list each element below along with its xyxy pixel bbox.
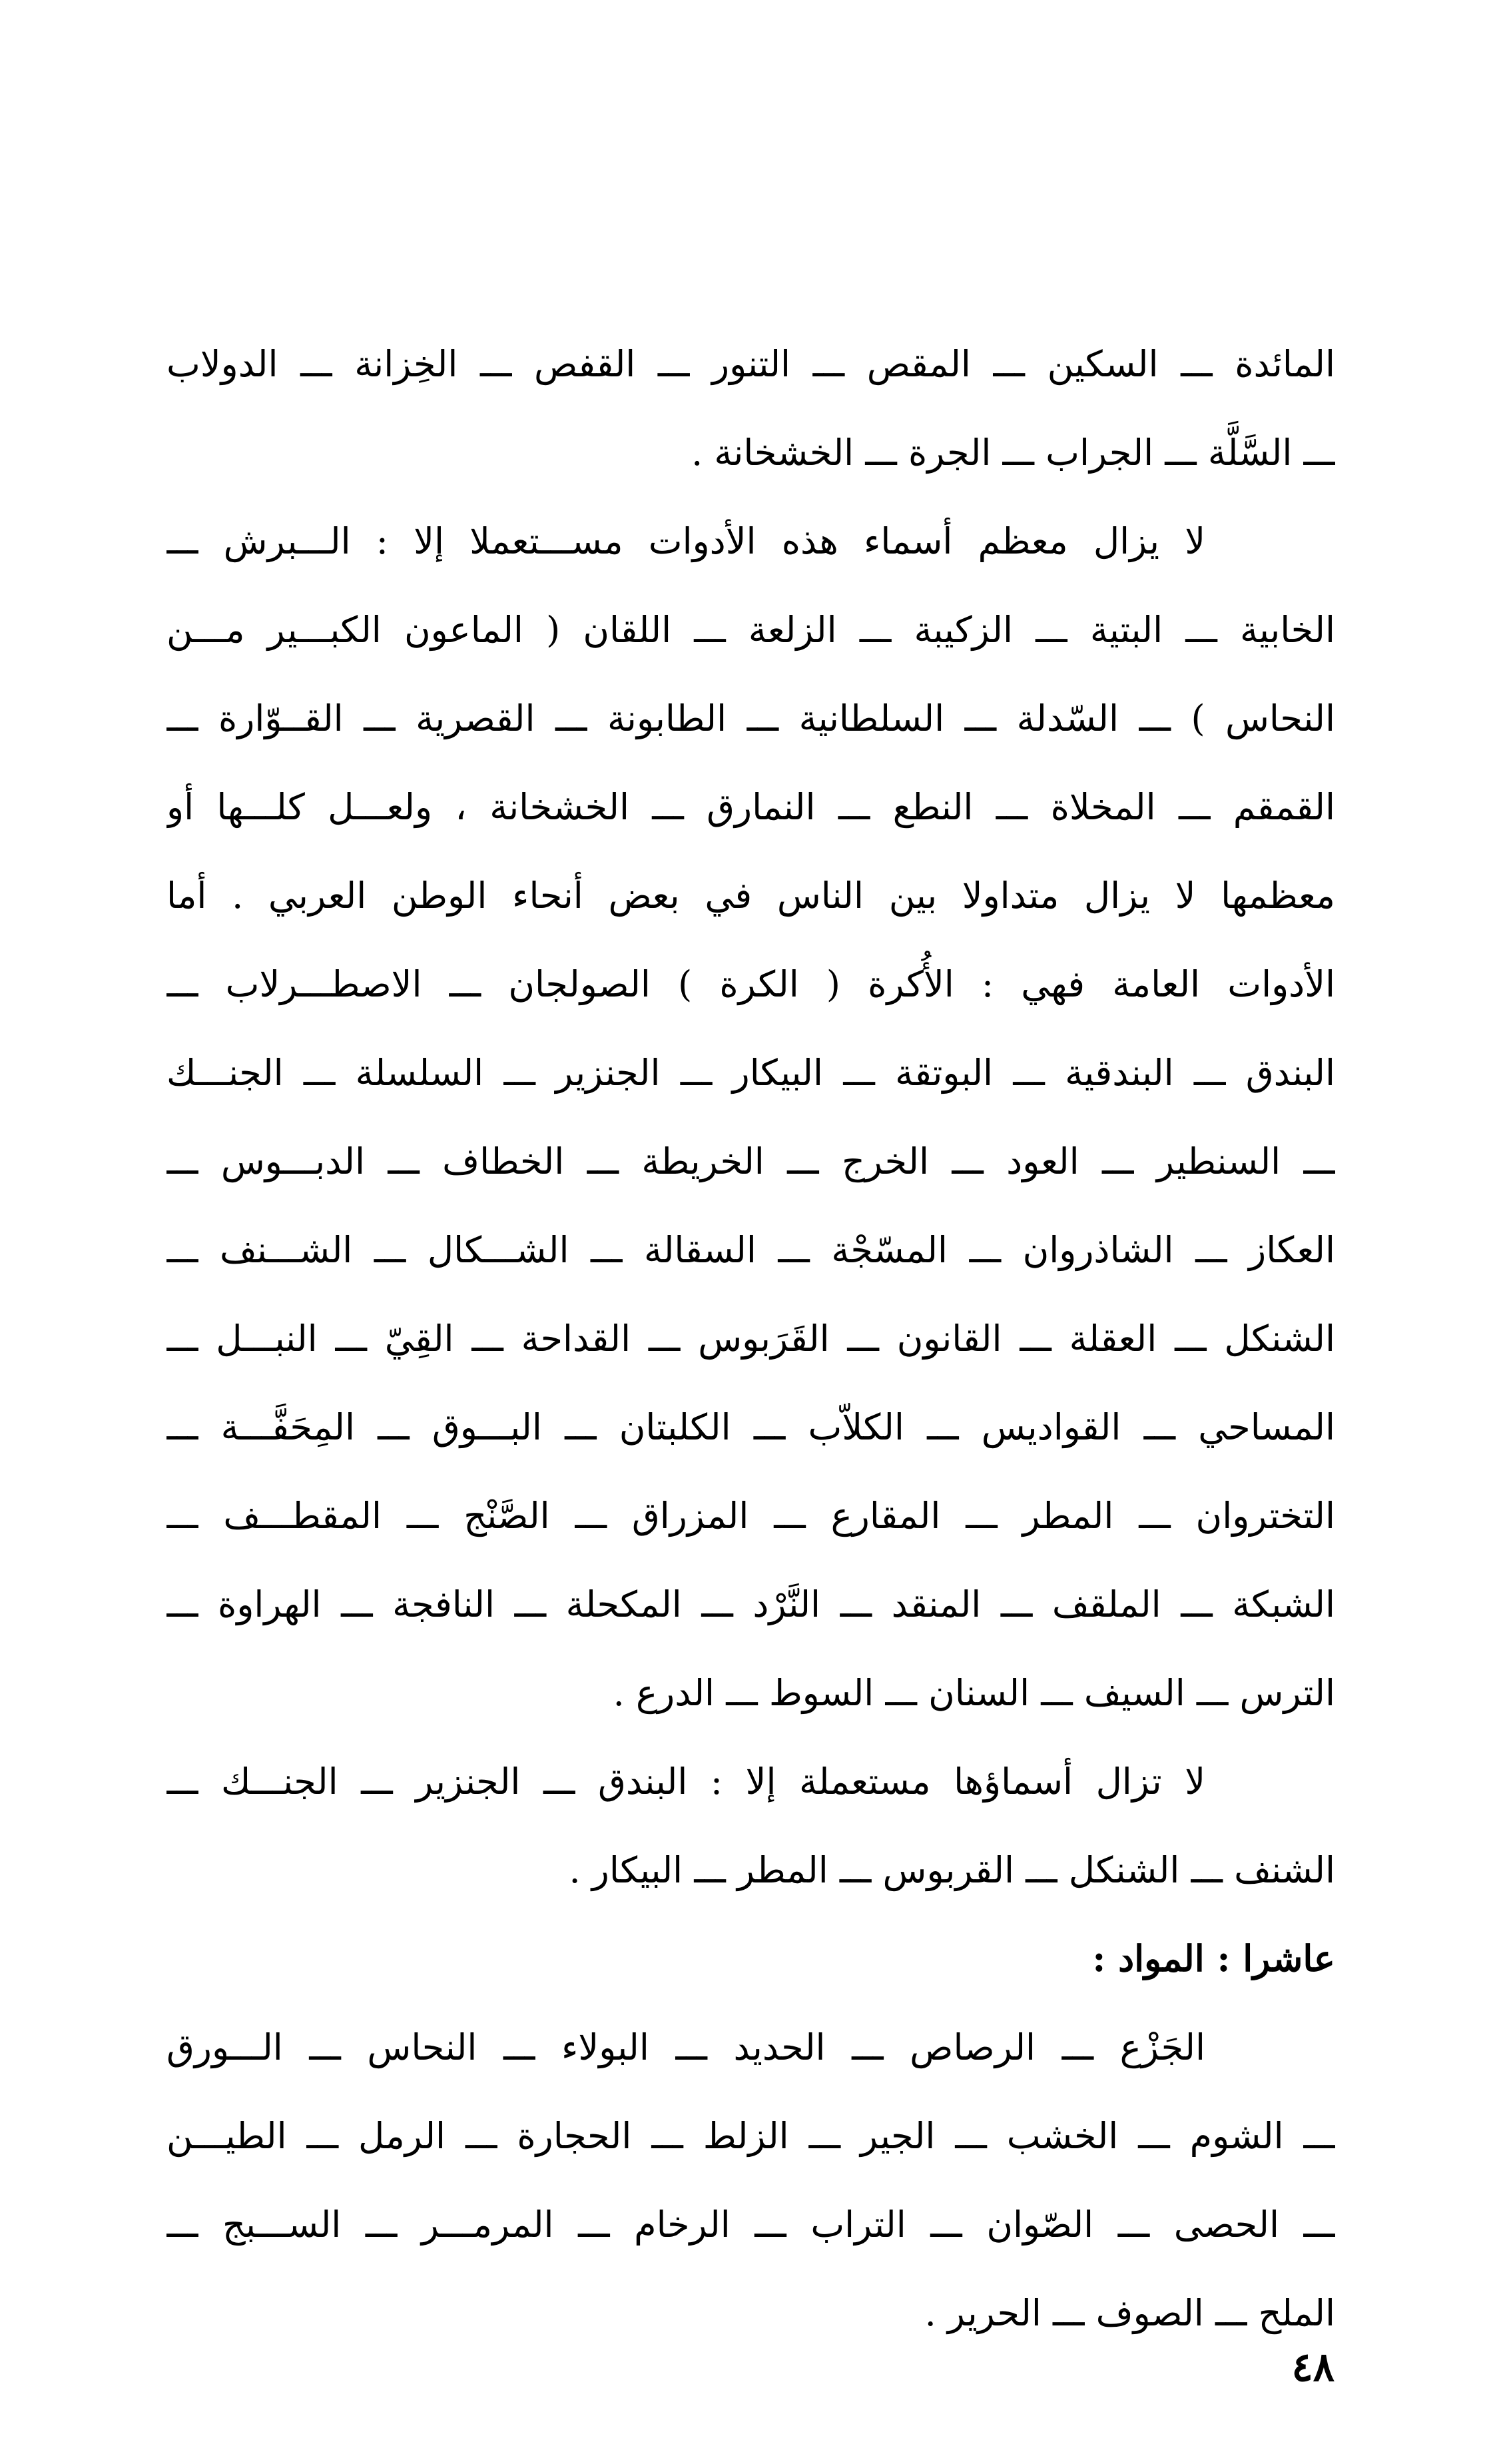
text-line: النحاس ) ـــ السّدلة ـــ السلطانية ـــ الطابونة ـــ القصرية ـــ القــوّارة ـــ: [166, 697, 1335, 739]
text-line: الشبكة ـــ الملقف ـــ المنقد ـــ النَّرْد ـــ المكحلة ـــ النافجة ـــ الهراوة ـــ: [166, 1583, 1335, 1625]
text-line: ـــ الشوم ـــ الخشب ـــ الجير ـــ الزلط ـــ الحجارة ـــ الرمل ـــ الطيـــن: [166, 2115, 1335, 2157]
text-line: لا يزال معظم أسماء هذه الأدوات مســـتعملا إلا : الـــبرش ـــ: [166, 520, 1205, 562]
text-line: الترس ـــ السيف ـــ السنان ـــ السوط ـــ الدرع .: [613, 1672, 1335, 1714]
text-line: التختروان ـــ المطر ـــ المقارع ـــ المزراق ـــ الصَّنْج ـــ المقطـــف ـــ: [166, 1495, 1335, 1537]
text-line: ـــ السنطير ـــ العود ـــ الخرج ـــ الخريطة ـــ الخطاف ـــ الدبـــوس ـــ: [166, 1140, 1335, 1182]
body-text: [166, 320, 1335, 2357]
text-line: ـــ السَّلَّة ـــ الجراب ـــ الجرة ـــ الخشخانة .: [691, 432, 1335, 474]
text-line: المائدة ـــ السكين ـــ المقص ـــ التنور ـــ القفص ـــ الخِزانة ـــ الدولاب: [166, 343, 1335, 385]
text-line: الجَزْع ـــ الرصاص ـــ الحديد ـــ البولاء ـــ النحاس ـــ الـــورق: [166, 2026, 1205, 2068]
text-line: الخابية ـــ البتية ـــ الزكيبة ـــ الزلعة ـــ اللقان ( الماعون الكبـــير مـــن: [166, 609, 1335, 651]
text-line: الشنف ـــ الشنكل ـــ القربوس ـــ المطر ـــ البيكار .: [569, 1849, 1335, 1891]
text-line: البندق ـــ البندقية ـــ البوتقة ـــ البيكار ـــ الجنزير ـــ السلسلة ـــ الجنـــك: [166, 1052, 1335, 1094]
text-line: ـــ الحصى ـــ الصّوان ـــ التراب ـــ الرخام ـــ المرمـــر ـــ الســـبج ـــ: [166, 2204, 1335, 2246]
text-line: العكاز ـــ الشاذروان ـــ المسّجْة ـــ السقالة ـــ الشـــكال ـــ الشـــنف ـــ: [166, 1229, 1335, 1271]
text-line: الملح ـــ الصوف ـــ الحرير .: [924, 2292, 1335, 2334]
text-line: الشنكل ـــ العقلة ـــ القانون ـــ القَرَبوس ـــ القداحة ـــ القِيّ ـــ النبـــل ـــ: [166, 1318, 1335, 1360]
text-line: المساحي ـــ القواديس ـــ الكلاّب ـــ الكلبتان ـــ البـــوق ـــ المِحَفَّـــة ـــ: [166, 1406, 1335, 1448]
text-line: القمقم ـــ المخلاة ـــ النطع ـــ النمارق ـــ الخشخانة ، ولعـــل كلـــها أو: [166, 786, 1335, 828]
page-number: ٤٨: [1291, 2344, 1335, 2391]
text-line: لا تزال أسماؤها مستعملة إلا : البندق ـــ الجنزير ـــ الجنـــك ـــ: [166, 1761, 1205, 1803]
section-heading: عاشرا : المواد :: [1092, 1937, 1335, 1980]
text-line: الأدوات العامة فهي : الأُكرة ( الكرة ) الصولجان ـــ الاصطـــرلاب ـــ: [166, 963, 1335, 1005]
text-line: معظمها لا يزال متداولا بين الناس في بعض أنحاء الوطن العربي . أما: [166, 875, 1335, 917]
